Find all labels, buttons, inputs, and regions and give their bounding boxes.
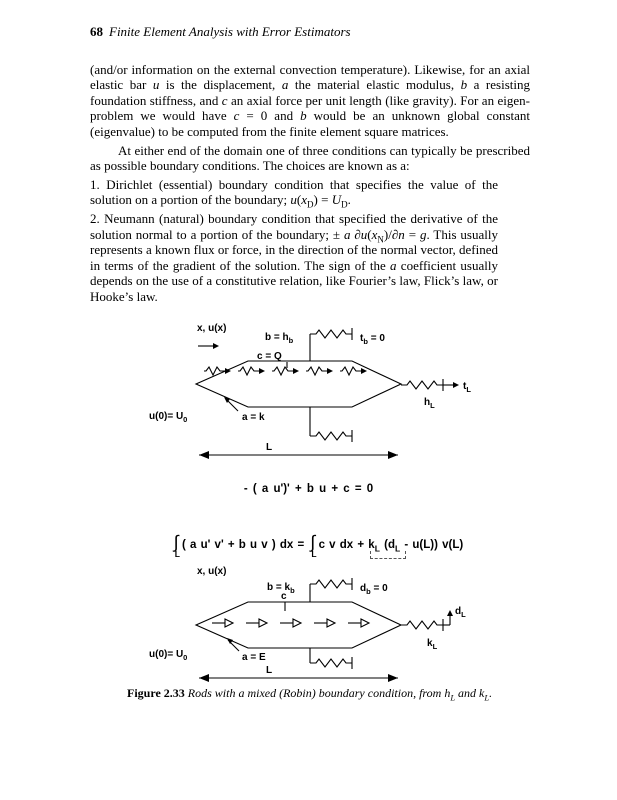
coord-label: x, u(x)	[197, 323, 227, 334]
integral-icon: ∫	[173, 532, 179, 552]
equation-ode: - ( a u')' + b u + c = 0	[243, 483, 374, 495]
robin-term: ($d_L$	[384, 539, 400, 553]
right-displacement-label: $d_L$	[455, 606, 466, 619]
foundation-coeff-label: $b = h_b$	[265, 332, 294, 345]
length-arrowhead-right	[388, 674, 398, 682]
running-title: Finite Element Analysis with Error Estimators	[109, 24, 351, 39]
spring-bottom	[310, 659, 352, 667]
text-block	[90, 24, 530, 305]
equation-weak-form	[0, 534, 617, 558]
page-number: 68	[90, 24, 103, 39]
spring-bottom	[310, 432, 352, 440]
length-arrowhead-left	[199, 451, 209, 459]
figure2-rod-diagram	[0, 560, 617, 695]
spring-top	[310, 330, 352, 338]
figure2-linework	[196, 578, 450, 678]
right-stiffness-label: $k_L$	[427, 638, 438, 651]
modulus-label: a = E	[242, 652, 266, 663]
length-label: L	[266, 442, 273, 453]
length-label: L	[266, 665, 273, 676]
integral-icon: ∫	[310, 532, 316, 552]
foundation-coeff-label: $b = k_b$	[267, 582, 295, 595]
right-displacement-arrowhead	[447, 610, 453, 616]
spring-right	[401, 621, 443, 629]
paragraph-intro: (and/or information on the external convection temperature). Likewise, for an axial elastic bar u is the displacement, a the material elastic modulus, b a resisting foundation stiffness, and c an axial force per unit length (like gravity). For an eigen-problem we would have c = 0 and b would be an unknown global constant (eigenvalue) to be computed from the finite element square matrices.	[90, 61, 530, 139]
list-item-dirichlet: 1. Dirichlet (essential) boundary condition that specifies the value of the solution on a portion of the boundary; $u(x_D) = U_D$.	[90, 176, 498, 210]
weak-form-rhs-end: - u(L)) v(L)	[400, 539, 464, 551]
source-label: c = Q	[257, 351, 282, 362]
weak-form-rhs: c v dx + k	[318, 539, 375, 551]
length-arrowhead-right	[388, 451, 398, 459]
integral-rhs: ∫ L	[310, 532, 317, 559]
right-coeff-label: $h_L$	[424, 397, 435, 410]
page-header	[90, 24, 530, 40]
modulus-label: a = k	[242, 412, 265, 423]
spring-top	[310, 580, 352, 588]
right-load-arrowhead	[453, 382, 459, 388]
figure1-linework	[196, 328, 453, 455]
coord-arrowhead	[213, 343, 219, 349]
k-subscript: L	[374, 543, 380, 554]
list-item-neumann: 2. Neumann (natural) boundary condition that specified the derivative of the solution normal to a portion of the boundary; ± a $\partial u(x_N)/\partial n = g$. This usually represents a known flux or force, in the direction of the normal vector, defined in terms of the gradient of the solution. The sign of the a coefficient usually depends on the use of a constitutive relation, like Fourier’s law, Flick’s law, or Hooke’s law.	[90, 210, 498, 304]
source-label: c	[281, 591, 287, 602]
left-bc-label: $u(0)= U_0$	[149, 411, 188, 424]
right-load-label: $t_L$	[463, 381, 471, 394]
top-bc-label: $d_b = 0$	[360, 583, 388, 596]
weak-form-lhs: ( a u' v' + b u v ) dx =	[181, 539, 305, 551]
left-bc-label: $u(0)= U_0$	[149, 649, 188, 662]
integral-lhs: ∫ L	[173, 532, 180, 559]
length-arrowhead-left	[199, 674, 209, 682]
spring-right	[401, 381, 443, 389]
figure-caption: Figure 2.33 Rods with a mixed (Robin) boundary condition, from $h_L$ and $k_L$.	[127, 686, 493, 703]
coord-label: x, u(x)	[197, 566, 227, 577]
top-bc-label: $t_b = 0$	[360, 333, 385, 346]
paragraph-boundary-conditions: At either end of the domain one of three conditions can typically be prescribed as possible boundary conditions. The choices are known as a:	[90, 142, 530, 174]
figure1-rod-diagram	[0, 320, 617, 470]
dashed-highlight-box	[370, 551, 406, 559]
